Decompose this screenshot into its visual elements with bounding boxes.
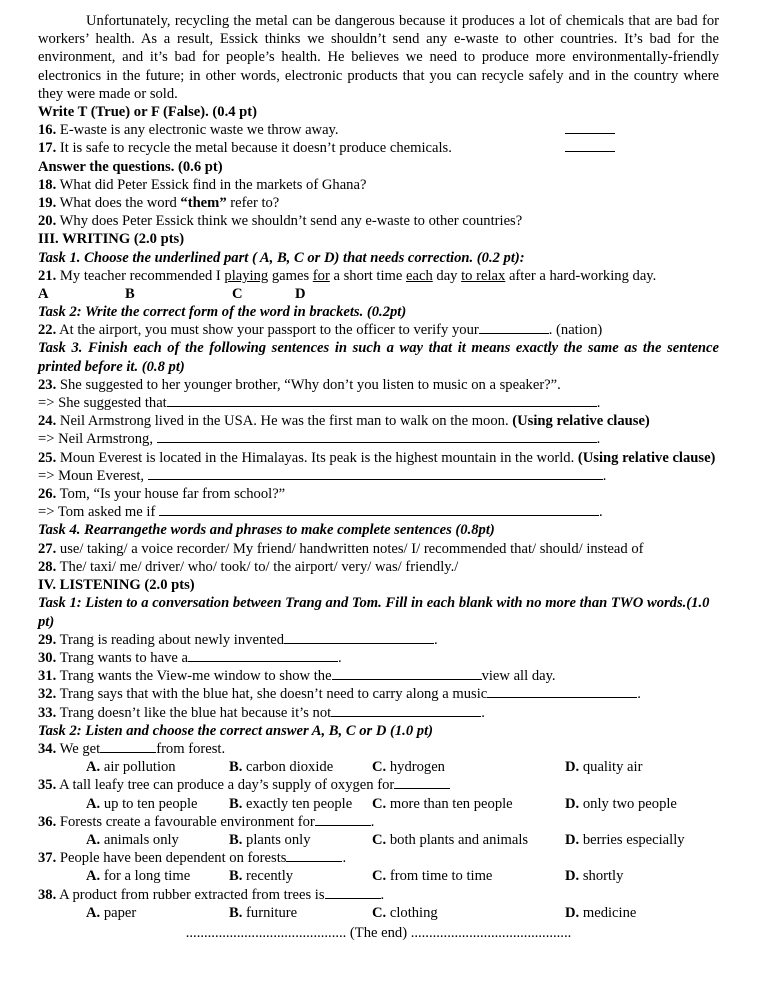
question-30 bbox=[38, 649, 719, 667]
q27-number: 27. bbox=[38, 540, 57, 557]
q34-option-c[interactable]: C. hydrogen bbox=[372, 759, 445, 776]
q16-number: 16. bbox=[38, 122, 57, 139]
q21-text: a short time bbox=[329, 267, 407, 284]
question-24 bbox=[38, 412, 719, 430]
q38-option-a[interactable]: A. paper bbox=[86, 904, 137, 921]
q33-answer-blank[interactable] bbox=[331, 704, 481, 717]
q25-number: 25. bbox=[38, 449, 57, 466]
q23-answer-line: => She suggested that . bbox=[38, 395, 601, 412]
q35-text: A tall leafy tree can produce a day’s supply of oxygen for bbox=[56, 777, 395, 794]
q35-option-b[interactable]: B. exactly ten people bbox=[229, 795, 353, 812]
answer-questions-heading: Answer the questions. (0.6 pt) bbox=[38, 158, 223, 175]
q25-answer-blank[interactable] bbox=[148, 467, 603, 480]
q29-text: Trang is reading about newly invented bbox=[56, 631, 285, 648]
q35-option-a[interactable]: A. up to ten people bbox=[86, 795, 198, 812]
question-27 bbox=[38, 540, 719, 558]
q25-text: Moun Everest is located in the Himalayas. Its peak is the highest mountain in the world. bbox=[56, 449, 578, 466]
question-36 bbox=[38, 813, 719, 831]
q19-text-end: refer to? bbox=[226, 195, 280, 212]
q19-number: 19. bbox=[38, 195, 57, 212]
q29-text-end: . bbox=[434, 631, 438, 648]
q35-options bbox=[38, 795, 719, 813]
q38-options bbox=[38, 904, 719, 922]
q26-answer-line: => Tom asked me if . bbox=[38, 504, 603, 521]
q27-text: use/ taking/ a voice recorder/ My friend/ handwritten notes/ I/ recommended that/ should/ instead of bbox=[56, 540, 644, 557]
q36-option-c[interactable]: C. both plants and animals bbox=[372, 831, 529, 848]
q16-text: E-waste is any electronic waste we throw away. bbox=[56, 122, 339, 139]
q21-text: day bbox=[432, 267, 462, 284]
question-18 bbox=[38, 176, 719, 194]
q35-option-c[interactable]: C. more than ten people bbox=[372, 795, 513, 812]
q35-option-d[interactable]: D. only two people bbox=[565, 795, 677, 812]
question-34 bbox=[38, 740, 719, 758]
q34-option-a[interactable]: A. air pollution bbox=[86, 759, 176, 776]
q22-text: At the airport, you must show your passport to the officer to verify your bbox=[56, 322, 479, 339]
q37-number: 37. bbox=[38, 850, 57, 867]
question-21 bbox=[38, 267, 719, 285]
q30-number: 30. bbox=[38, 649, 57, 666]
q23-text: She suggested to her younger brother, “Why don’t you listen to music on a speaker?”. bbox=[56, 376, 561, 393]
q18-number: 18. bbox=[38, 176, 57, 193]
q21-option-d[interactable]: to relax bbox=[461, 267, 506, 284]
question-20 bbox=[38, 212, 719, 230]
q21-letter-d: D bbox=[295, 286, 306, 303]
q38-answer-blank[interactable] bbox=[325, 886, 381, 899]
q34-text: We get bbox=[56, 740, 101, 757]
q36-option-b[interactable]: B. plants only bbox=[229, 831, 311, 848]
writing-task3-heading: Task 3. Finish each of the following sentences in such a way that it means exactly the same as the sentence printed before it. (0.8 pt) bbox=[38, 340, 719, 375]
q37-option-b[interactable]: B. recently bbox=[229, 868, 294, 885]
listening-heading: IV. LISTENING (2.0 pts) bbox=[38, 577, 195, 594]
q17-number: 17. bbox=[38, 140, 57, 157]
q37-option-d[interactable]: D. shortly bbox=[565, 868, 624, 885]
q21-text: My teacher recommended I bbox=[56, 267, 225, 284]
q37-options bbox=[38, 867, 719, 885]
q25-instruction: (Using relative clause) bbox=[577, 449, 716, 466]
q16-answer-blank[interactable] bbox=[565, 121, 615, 134]
q29-answer-blank[interactable] bbox=[284, 631, 434, 644]
q24-answer-blank[interactable] bbox=[157, 430, 597, 443]
reading-passage: Unfortunately, recycling the metal can be dangerous because it produces a lot of chemicals that are bad for workers’ health. As a result, Essick thinks we shouldn’t send any e-waste to other countries. It’s bad for the environment, and it’s bad for people’s health. He believes we need to produce more environmentally-friendly electronics in the future; in other words, electronic products that you can recycle safely and in the country where they were made or sold. bbox=[38, 13, 719, 102]
question-37 bbox=[38, 849, 719, 867]
q25-answer-prompt: => Moun Everest, bbox=[38, 467, 145, 484]
q30-text: Trang wants to have a bbox=[56, 649, 188, 666]
q20-number: 20. bbox=[38, 213, 57, 230]
q37-answer-blank[interactable] bbox=[286, 849, 342, 862]
q20-text: Why does Peter Essick think we shouldn’t send any e-waste to other countries? bbox=[56, 213, 523, 230]
q23-number: 23. bbox=[38, 376, 57, 393]
question-28 bbox=[38, 558, 719, 576]
q36-option-a[interactable]: A. animals only bbox=[86, 831, 179, 848]
q31-text-end: view all day. bbox=[481, 668, 556, 685]
q31-number: 31. bbox=[38, 668, 57, 685]
q21-option-letters bbox=[38, 285, 719, 303]
question-22 bbox=[38, 321, 719, 339]
q24-text: Neil Armstrong lived in the USA. He was the first man to walk on the moon. bbox=[56, 413, 513, 430]
writing-heading: III. WRITING (2.0 pts) bbox=[38, 231, 185, 248]
q37-option-a[interactable]: A. for a long time bbox=[86, 868, 191, 885]
q34-options bbox=[38, 758, 719, 776]
q38-option-b[interactable]: B. furniture bbox=[229, 904, 298, 921]
q35-answer-blank[interactable] bbox=[394, 776, 450, 789]
writing-task1-heading: Task 1. Choose the underlined part ( A, B, C or D) that needs correction. (0.2 pt): bbox=[38, 249, 525, 266]
q26-answer-blank[interactable] bbox=[159, 503, 599, 516]
q33-number: 33. bbox=[38, 704, 57, 721]
q17-text: It is safe to recycle the metal because it doesn’t produce chemicals. bbox=[56, 140, 452, 157]
q34-answer-blank[interactable] bbox=[100, 740, 156, 753]
end-marker: ............................................ (The end) ............................................ bbox=[185, 924, 572, 941]
q34-text-end: from forest. bbox=[156, 740, 226, 757]
q33-text-end: . bbox=[481, 704, 485, 721]
question-32 bbox=[38, 685, 719, 703]
q18-text: What did Peter Essick find in the markets of Ghana? bbox=[56, 176, 367, 193]
q37-option-c[interactable]: C. from time to time bbox=[372, 868, 493, 885]
question-17 bbox=[38, 139, 719, 157]
q21-text: after a hard-working day. bbox=[505, 267, 657, 284]
q24-instruction: (Using relative clause) bbox=[512, 413, 650, 430]
question-25 bbox=[38, 449, 719, 467]
q36-option-d[interactable]: D. berries especially bbox=[565, 831, 685, 848]
question-19 bbox=[38, 194, 719, 212]
question-33 bbox=[38, 704, 719, 722]
q21-option-a[interactable]: playing bbox=[224, 267, 269, 284]
q26-text: Tom, “Is your house far from school?” bbox=[56, 486, 286, 503]
q22-number: 22. bbox=[38, 322, 57, 339]
q32-text: Trang says that with the blue hat, she doesn’t need to carry along a music bbox=[56, 686, 488, 703]
q26-answer-prompt: => Tom asked me if bbox=[38, 504, 156, 521]
q21-letter-c: C bbox=[232, 286, 243, 303]
question-26 bbox=[38, 485, 719, 503]
q32-answer-blank[interactable] bbox=[487, 685, 637, 698]
q21-option-b[interactable]: for bbox=[312, 267, 330, 284]
q38-option-d[interactable]: D. medicine bbox=[565, 904, 637, 921]
question-31 bbox=[38, 667, 719, 685]
listening-task2-heading: Task 2: Listen and choose the correct answer A, B, C or D (1.0 pt) bbox=[38, 722, 433, 739]
q28-text: The/ taxi/ me/ driver/ who/ took/ to/ the airport/ very/ was/ friendly./ bbox=[56, 558, 459, 575]
q35-number: 35. bbox=[38, 777, 57, 794]
listening-task1-heading: Task 1: Listen to a conversation between Trang and Tom. Fill in each blank with no more than TWO words.(1.0 pt) bbox=[38, 595, 710, 630]
q38-text-end: . bbox=[380, 886, 385, 903]
q36-text-end: . bbox=[370, 813, 375, 830]
question-29 bbox=[38, 631, 719, 649]
q30-answer-blank[interactable] bbox=[188, 649, 338, 662]
q30-text-end: . bbox=[338, 649, 342, 666]
q19-word: “them” bbox=[180, 195, 227, 212]
q29-number: 29. bbox=[38, 631, 57, 648]
q34-option-b[interactable]: B. carbon dioxide bbox=[229, 759, 334, 776]
question-16 bbox=[38, 121, 719, 139]
q21-letter-a: A bbox=[38, 286, 49, 303]
q31-text: Trang wants the View-me window to show the bbox=[56, 668, 332, 685]
q37-text-end: . bbox=[342, 850, 347, 867]
q21-number: 21. bbox=[38, 267, 57, 284]
q22-text-end: . (nation) bbox=[548, 322, 603, 339]
q33-text: Trang doesn’t like the blue hat because it’s not bbox=[56, 704, 332, 721]
q21-option-c[interactable]: each bbox=[406, 267, 433, 284]
q24-answer-prompt: => Neil Armstrong, bbox=[38, 431, 153, 448]
q26-number: 26. bbox=[38, 486, 57, 503]
q34-number: 34. bbox=[38, 740, 57, 757]
question-35 bbox=[38, 776, 719, 794]
q32-number: 32. bbox=[38, 686, 57, 703]
q21-letter-b: B bbox=[125, 286, 135, 303]
q24-number: 24. bbox=[38, 413, 57, 430]
q31-answer-blank[interactable] bbox=[332, 667, 482, 680]
q36-number: 36. bbox=[38, 813, 57, 830]
q19-text: What does the word bbox=[56, 195, 181, 212]
q17-answer-blank[interactable] bbox=[565, 139, 615, 152]
q25-answer-line: => Moun Everest, . bbox=[38, 467, 607, 484]
writing-task4-heading: Task 4. Rearrangethe words and phrases to make complete sentences (0.8pt) bbox=[38, 522, 495, 539]
writing-task2-heading: Task 2: Write the correct form of the word in brackets. (0.2pt) bbox=[38, 304, 407, 321]
q38-text: A product from rubber extracted from trees is bbox=[56, 886, 325, 903]
q34-option-d[interactable]: D. quality air bbox=[565, 759, 643, 776]
q24-answer-line: => Neil Armstrong, . bbox=[38, 431, 601, 448]
q32-text-end: . bbox=[637, 686, 641, 703]
q36-text: Forests create a favourable environment for bbox=[56, 813, 315, 830]
q23-answer-blank[interactable] bbox=[167, 394, 597, 407]
question-23 bbox=[38, 376, 719, 394]
q22-answer-blank[interactable] bbox=[479, 321, 549, 334]
q38-option-c[interactable]: C. clothing bbox=[372, 904, 438, 921]
q36-answer-blank[interactable] bbox=[315, 813, 371, 826]
question-38 bbox=[38, 886, 719, 904]
q21-text: games bbox=[268, 267, 313, 284]
q36-options bbox=[38, 831, 719, 849]
tf-heading: Write T (True) or F (False). (0.4 pt) bbox=[38, 104, 257, 121]
q23-answer-prompt: => She suggested that bbox=[38, 395, 167, 412]
q38-number: 38. bbox=[38, 886, 57, 903]
q28-number: 28. bbox=[38, 558, 57, 575]
q37-text: People have been dependent on forests bbox=[56, 850, 287, 867]
